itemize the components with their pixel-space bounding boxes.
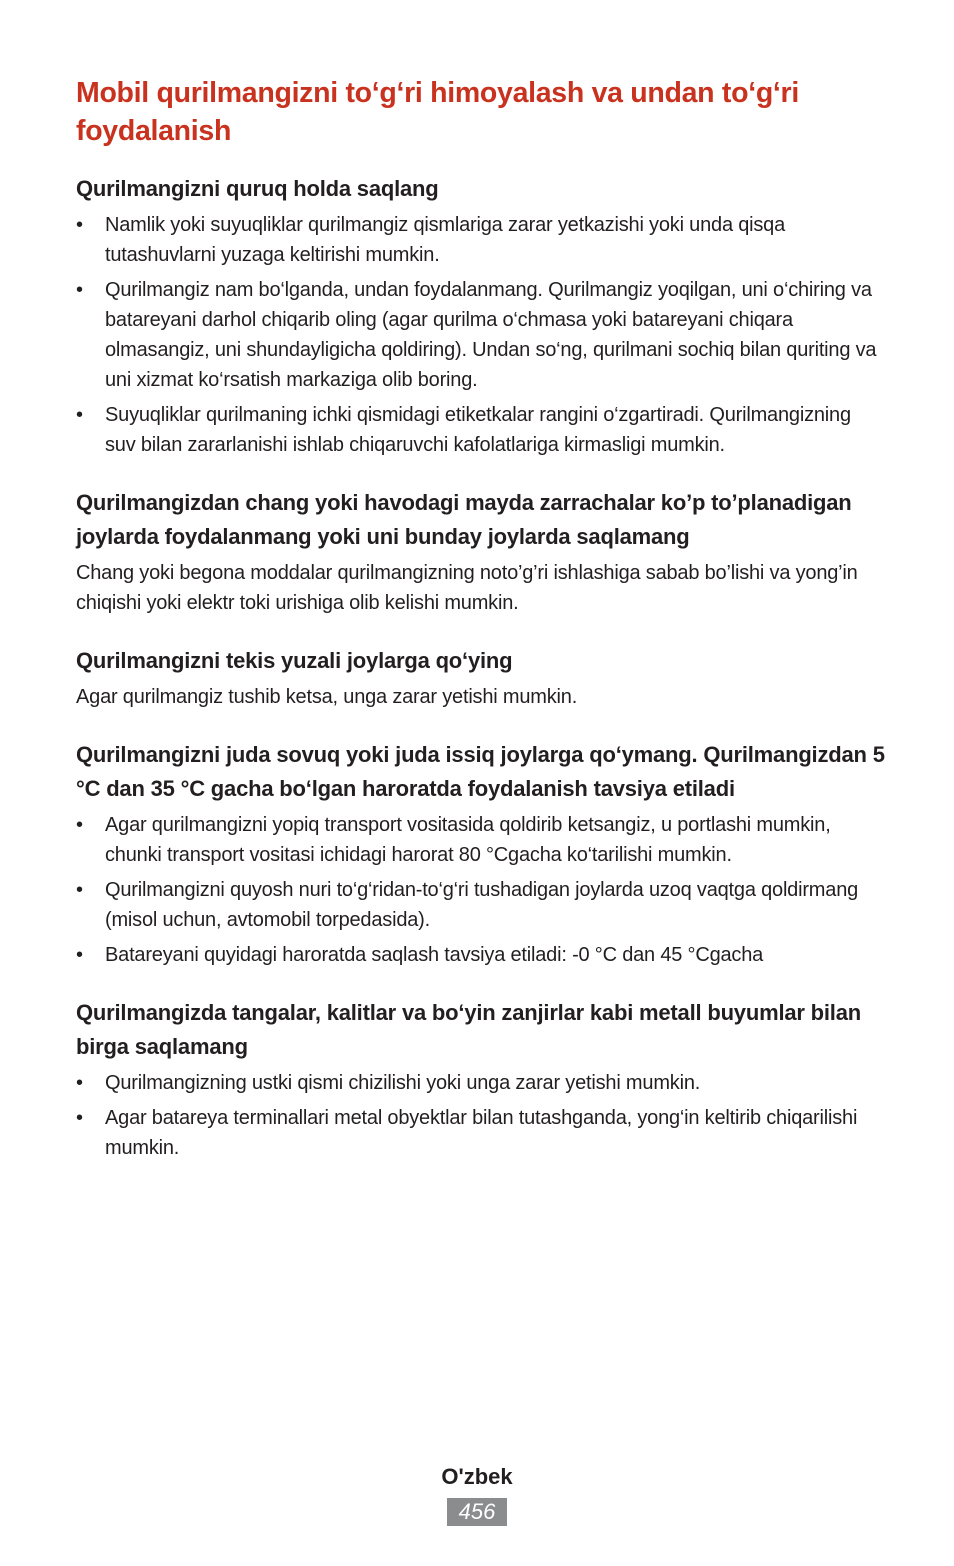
bullet-icon: • [76, 879, 83, 901]
page-title: Mobil qurilmangizni to‘g‘ri himoyalash va undan to‘g‘ri foydalanish [76, 77, 799, 147]
bullet-icon: • [76, 1072, 83, 1094]
section-metal-objects [76, 996, 886, 1163]
bullet-icon: • [76, 404, 83, 426]
page-number-badge: 456 [447, 1498, 508, 1526]
section-heading: Qurilmangizni tekis yuzali joylarga qo‘ying [76, 648, 513, 673]
list-item-text: Agar qurilmangizni yopiq transport vositasida qoldirib ketsangiz, u portlashi mumkin, chunki transport vositasi ichidagi harorat 80 °Cgacha ko‘tarilishi mumkin. [105, 814, 831, 866]
list-item-text: Qurilmangizni quyosh nuri to‘g‘ridan-to‘g‘ri tushadigan joylarda uzoq vaqtga qoldirmang (misol uchun, avtomobil torpedasida). [105, 879, 859, 931]
section-heading: Qurilmangizda tangalar, kalitlar va bo‘yin zanjirlar kabi metall buyumlar bilan birga saqlamang [76, 1000, 861, 1059]
list-item [76, 940, 886, 970]
page-footer [0, 1462, 954, 1526]
list-item-text: Agar batareya terminallari metal obyektlar bilan tutashganda, yong‘in keltirib chiqarilishi mumkin. [105, 1107, 858, 1159]
section-text: Chang yoki begona moddalar qurilmangizning noto’g’ri ishlashiga sabab bo’lishi va yong’in chiqishi yoki elektr toki urishiga olib kelishi mumkin. [76, 562, 858, 614]
bullet-icon: • [76, 279, 83, 301]
document-page [76, 74, 886, 1189]
section-heading: Qurilmangizdan chang yoki havodagi mayda zarrachalar ko’p to’planadigan joylarda foydalanmang yoki uni bunday joylarda saqlamang [76, 490, 852, 549]
bullet-icon: • [76, 1107, 83, 1129]
section-temperature [76, 738, 886, 970]
bullet-list [76, 1068, 886, 1163]
list-item [76, 875, 886, 935]
list-item [76, 275, 886, 395]
list-item-text: Qurilmangizning ustki qismi chizilishi yoki unga zarar yetishi mumkin. [105, 1072, 701, 1094]
bullet-icon: • [76, 944, 83, 966]
list-item [76, 400, 886, 460]
section-heading: Qurilmangizni quruq holda saqlang [76, 176, 439, 201]
bullet-list [76, 810, 886, 970]
list-item-text: Qurilmangiz nam bo‘lganda, undan foydalanmang. Qurilmangiz yoqilgan, uni o‘chiring va batareyani darhol chiqarib oling (agar qurilma o‘chmasa yoki batareyani chiqara olmasangiz, uni shundayligicha qoldiring). Undan so‘ng, qurilmani sochiq bilan quriting va uni xizmat ko‘rsatish markaziga olib boring. [105, 279, 877, 391]
bullet-icon: • [76, 814, 83, 836]
list-item [76, 210, 886, 270]
list-item-text: Namlik yoki suyuqliklar qurilmangiz qismlariga zarar yetkazishi yoki unda qisqa tutashuvlarni yuzaga keltirishi mumkin. [105, 214, 786, 266]
list-item [76, 1103, 886, 1163]
list-item-text: Suyuqliklar qurilmaning ichki qismidagi etiketkalar rangini o‘zgartiradi. Qurilmangizning suv bilan zararlanishi ishlab chiqaruvchi kafolatlariga kirmasligi mumkin. [105, 404, 851, 456]
list-item-text: Batareyani quyidagi haroratda saqlash tavsiya etiladi: -0 °C dan 45 °Cgacha [105, 944, 764, 966]
section-heading: Qurilmangizni juda sovuq yoki juda issiq joylarga qo‘ymang. Qurilmangizdan 5 °C dan 35 °C gacha bo‘lgan haroratda foydalanish tavsiya etiladi [76, 742, 885, 801]
section-dust [76, 486, 886, 618]
bullet-list [76, 210, 886, 460]
footer-language: O'zbek [441, 1464, 513, 1489]
list-item [76, 1068, 886, 1098]
section-flat-surface [76, 644, 886, 712]
bullet-icon: • [76, 214, 83, 236]
list-item [76, 810, 886, 870]
section-text: Agar qurilmangiz tushib ketsa, unga zarar yetishi mumkin. [76, 686, 578, 708]
section-keep-dry [76, 172, 886, 460]
